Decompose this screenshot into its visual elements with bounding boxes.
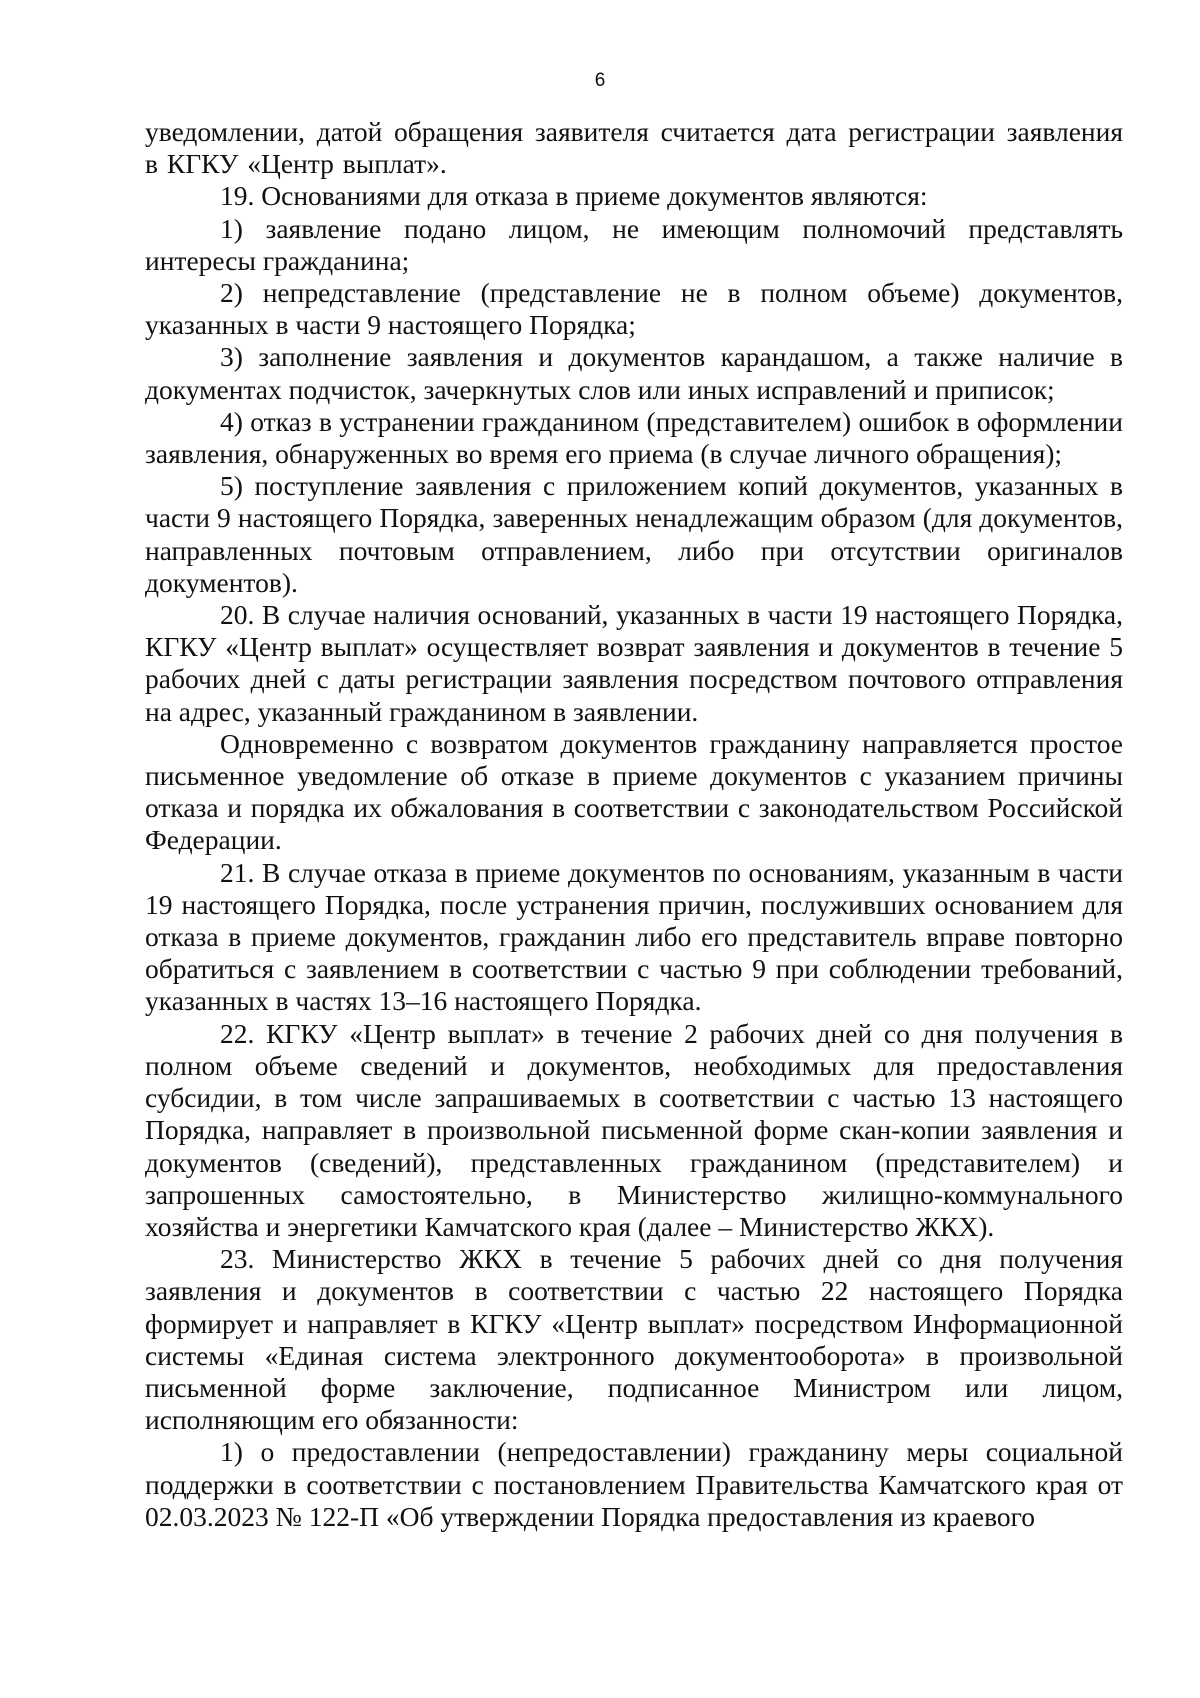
paragraph-item-23: 23. Министерство ЖКХ в течение 5 рабочих дней со дня получения заявления и документов в соответствии с частью 22 настоящего Порядка формирует и направляет в КГКУ «Центр выплат» посредством Информационной системы «Единая система электронного документооборота» в произвольной письменной форме заключение, подписанное Министром или лицом, исполняющим его обязанности: (145, 1243, 1123, 1436)
paragraph-item-22: 22. КГКУ «Центр выплат» в течение 2 рабочих дней со дня получения в полном объеме сведений и документов, необходимых для предоставления субсидии, в том числе запрашиваемых в соответствии с частью 13 настоящего Порядка, направляет в произвольной письменной форме скан-копии заявления и документов (сведений), представленных гражданином (представителем) и запрошенных самостоятельно, в Министерство жилищно-коммунального хозяйства и энергетики Камчатского края (далее – Министерство ЖКХ). (145, 1017, 1123, 1242)
paragraph-19-sub-3: 3) заполнение заявления и документов карандашом, а также наличие в документах подчисток, зачеркнутых слов или иных исправлений и приписок; (145, 341, 1123, 405)
document-body (145, 116, 1123, 1533)
paragraph-19-sub-4: 4) отказ в устранении гражданином (представителем) ошибок в оформлении заявления, обнаруженных во время его приема (в случае личного обращения); (145, 405, 1123, 470)
paragraph-item-21: 21. В случае отказа в приеме документов по основаниям, указанным в части 19 настоящего Порядка, после устранения причин, послуживших основанием для отказа в приеме документов, гражданин либо его представитель вправе повторно обратиться с заявлением в соответствии с частью 9 при соблюдении требований, указанных в частях 13–16 настоящего Порядка. (145, 856, 1123, 1017)
page-number: 6 (594, 70, 606, 91)
paragraph-23-sub-1: 1) о предоставлении (непредоставлении) гражданину меры социальной поддержки в соответствии с постановлением Правительства Камчатского края от 02.03.2023 № 122-П «Об утверждении Порядка предоставления из краевого (145, 1436, 1123, 1532)
paragraph-19-sub-1: 1) заявление подано лицом, не имеющим полномочий представлять интересы гражданина; (145, 212, 1123, 276)
paragraph-19-sub-2: 2) непредставление (представление не в полном объеме) документов, указанных в части 9 настоящего Порядка; (145, 277, 1123, 341)
paragraph-continuation: уведомлении, датой обращения заявителя считается дата регистрации заявления в КГКУ «Центр выплат». (145, 116, 1123, 180)
paragraph-19-sub-5: 5) поступление заявления с приложением копий документов, указанных в части 9 настоящего Порядка, заверенных ненадлежащим образом (для документов, направленных почтовым отправлением, либо при отсутствии оригиналов документов). (145, 470, 1123, 598)
paragraph-item-20: 20. В случае наличия оснований, указанных в части 19 настоящего Порядка, КГКУ «Центр выплат» осуществляет возврат заявления и документов в течение 5 рабочих дней с даты регистрации заявления посредством почтового отправления на адрес, указанный гражданином в заявлении. (145, 599, 1123, 727)
paragraph-item-20-notice: Одновременно с возвратом документов гражданину направляется простое письменное уведомление об отказе в приеме документов с указанием причины отказа и порядка их обжалования в соответствии с законодательством Российской Федерации. (145, 727, 1123, 856)
paragraph-item-19: 19. Основаниями для отказа в приеме документов являются: (220, 180, 928, 212)
